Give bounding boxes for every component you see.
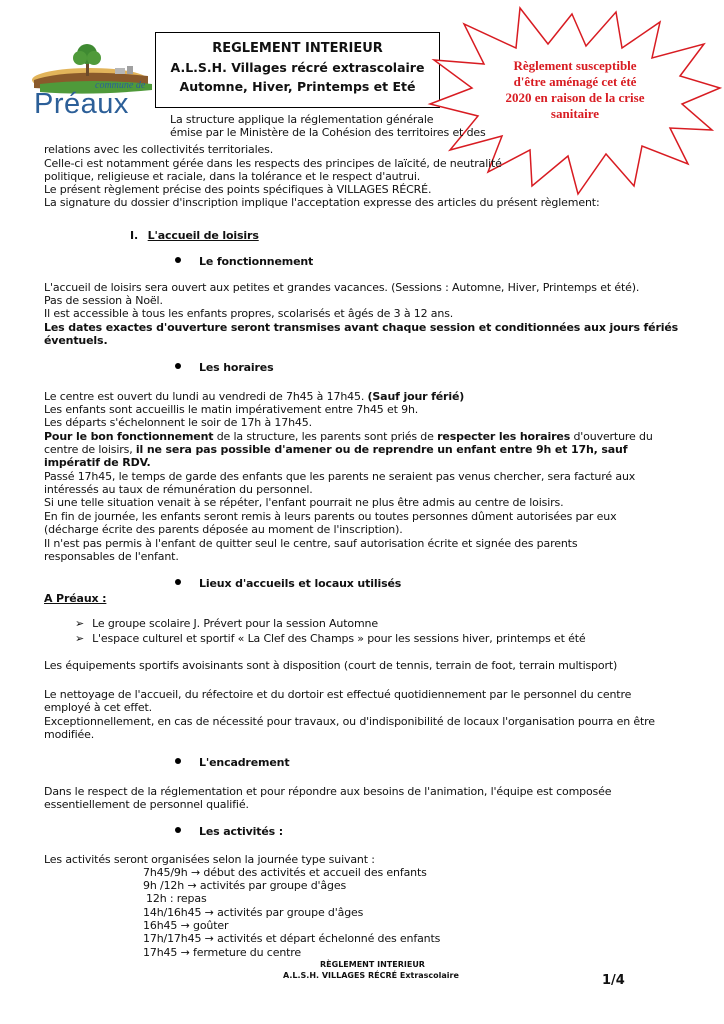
paragraph-line: En fin de journée, les enfants seront remis à leurs parents ou toutes personnes dûment autorisées par eux: [44, 510, 617, 523]
document-seasons: Automne, Hiver, Printemps et Eté: [179, 79, 416, 94]
paragraph-line: L'accueil de loisirs sera ouvert aux petites et grandes vacances. (Sessions : Automne, Hiver, Printemps et été).: [44, 281, 640, 294]
paragraph-line: Exceptionnellement, en cas de nécessité pour travaux, ou d'indisponibilité de locaux l'organisation pourra en être: [44, 715, 655, 728]
arrow-right-icon: →: [180, 946, 190, 959]
notice-line: Règlement susceptible: [513, 58, 637, 73]
place-label: A Préaux :: [44, 592, 107, 605]
arrow-bullet-icon: ➢: [75, 632, 85, 645]
section-heading: [130, 229, 259, 242]
paragraph-line: intéressés au taux de rémunération du personnel.: [44, 483, 313, 496]
intro-line: politique, religieuse et raciale, dans la tolérance et le respect d'autrui.: [44, 170, 421, 183]
paragraph-line: Les départs s'échelonnent le soir de 17h à 17h45.: [44, 416, 312, 429]
list-item: ➢ Le groupe scolaire J. Prévert pour la session Automne: [75, 617, 378, 630]
intro-line: La signature du dossier d'inscription implique l'acceptation expresse des articles du présent règlement:: [44, 196, 600, 209]
intro-line: La structure applique la réglementation générale: [170, 113, 434, 126]
schedule-row: 14h/16h45 → activités par groupe d'âges: [143, 906, 364, 919]
paragraph-line: Les dates exactes d'ouverture seront transmises avant chaque session et conditionnées aux jours fériés: [44, 321, 679, 334]
schedule-row: 7h45/9h → début des activités et accueil des enfants: [143, 866, 427, 879]
subheading-activites: Les activités :: [175, 825, 283, 838]
schedule-row: 16h45 → goûter: [143, 919, 229, 932]
section-number: I.: [130, 229, 138, 242]
schedule-row: 17h/17h45 → activités et départ échelonné des enfants: [143, 932, 441, 945]
paragraph-line: Les équipements sportifs avoisinants sont à disposition (court de tennis, terrain de foot, terrain multisport): [44, 659, 618, 672]
subheading-encadrement: L'encadrement: [175, 756, 289, 769]
logo-tagline: commune de: [95, 80, 146, 91]
intro-line: relations avec les collectivités territoriales.: [44, 143, 274, 156]
paragraph-line: Le nettoyage de l'accueil, du réfectoire et du dortoir est effectué quotidiennement par le personnel du centre: [44, 688, 632, 701]
section-title: L'accueil de loisirs: [147, 229, 259, 242]
paragraph-line: impératif de RDV.: [44, 456, 151, 469]
paragraph-line: Pas de session à Noël.: [44, 294, 163, 307]
paragraph-line: Les activités seront organisées selon la journée type suivant :: [44, 853, 375, 866]
paragraph-line: employé à cet effet.: [44, 701, 152, 714]
subheading-lieux: Lieux d'accueils et locaux utilisés: [175, 577, 401, 590]
schedule-row: 12h : repas: [146, 892, 207, 905]
notice-line: d'être aménagé cet été: [513, 74, 637, 89]
paragraph-line: Dans le respect de la réglementation et pour répondre aux besoins de l'animation, l'équipe est composée: [44, 785, 612, 798]
paragraph-line: éventuels.: [44, 334, 108, 347]
bullet-icon: [175, 827, 181, 833]
paragraph-line: Passé 17h45, le temps de garde des enfants que les parents ne seraient pas venus chercher, sera facturé aux: [44, 470, 636, 483]
schedule-row: 9h /12h → activités par groupe d'âges: [143, 879, 347, 892]
logo-brand: Préaux: [34, 88, 129, 120]
arrow-right-icon: →: [190, 866, 201, 879]
bullet-icon: [175, 363, 181, 369]
paragraph-line: (décharge écrite des parents déposée au moment de l'inscription).: [44, 523, 403, 536]
document-title-box: [155, 32, 440, 108]
intro-line: Celle-ci est notamment gérée dans les respects des principes de laïcité, de neutralité: [44, 157, 502, 170]
subheading-horaires: Les horaires: [175, 361, 274, 374]
paragraph-line: Si une telle situation venait à se répéter, l'enfant pourrait ne plus être admis au centre de loisirs.: [44, 496, 564, 509]
paragraph-line: centre de loisirs, il ne sera pas possible d'amener ou de reprendre un enfant entre 9h et 17h, sauf: [44, 443, 628, 456]
paragraph-line: Pour le bon fonctionnement de la structure, les parents sont priés de respecter les horaires d'ouverture du: [44, 430, 653, 443]
intro-line: Le présent règlement précise des points spécifiques à VILLAGES RÉCRÉ.: [44, 183, 432, 196]
document-title: REGLEMENT INTERIEUR: [212, 41, 383, 56]
notice-line: sanitaire: [550, 106, 600, 121]
paragraph-line: responsables de l'enfant.: [44, 550, 179, 563]
bullet-icon: [175, 579, 181, 585]
schedule-row: 17h45 → fermeture du centre: [143, 946, 302, 959]
bullet-icon: [175, 257, 181, 263]
arrow-right-icon: →: [204, 932, 214, 945]
list-item: ➢ L'espace culturel et sportif « La Clef des Champs » pour les sessions hiver, printemps et été: [75, 632, 586, 645]
paragraph-line: Les enfants sont accueillis le matin impérativement entre 7h45 et 9h.: [44, 403, 419, 416]
paragraph-line: Il n'est pas permis à l'enfant de quitter seul le centre, sauf autorisation écrite et signée des parents: [44, 537, 578, 550]
subheading-fonctionnement: Le fonctionnement: [175, 255, 313, 268]
notice-text: [490, 58, 660, 122]
document-subtitle: A.L.S.H. Villages récré extrascolaire: [170, 60, 425, 75]
notice-line: 2020 en raison de la crise: [505, 90, 645, 105]
paragraph-line: essentiellement de personnel qualifié.: [44, 798, 249, 811]
intro-line: émise par le Ministère de la Cohésion des territoires et des: [170, 126, 486, 139]
paragraph-line: Le centre est ouvert du lundi au vendredi de 7h45 à 17h45. (Sauf jour férié): [44, 390, 465, 403]
logo-village: [115, 68, 125, 74]
footer-title: RÈGLEMENT INTERIEUR: [320, 960, 425, 969]
footer-subtitle: A.L.S.H. VILLAGES RÉCRÉ Extrascolaire: [283, 971, 459, 980]
arrow-bullet-icon: ➢: [75, 617, 85, 630]
paragraph-line: Il est accessible à tous les enfants propres, scolarisés et âgés de 3 à 12 ans.: [44, 307, 454, 320]
bullet-icon: [175, 758, 181, 764]
arrow-right-icon: →: [187, 879, 197, 892]
arrow-right-icon: →: [180, 919, 190, 932]
arrow-right-icon: →: [204, 906, 214, 919]
paragraph-line: modifiée.: [44, 728, 95, 741]
page-number: 1/4: [602, 973, 625, 988]
